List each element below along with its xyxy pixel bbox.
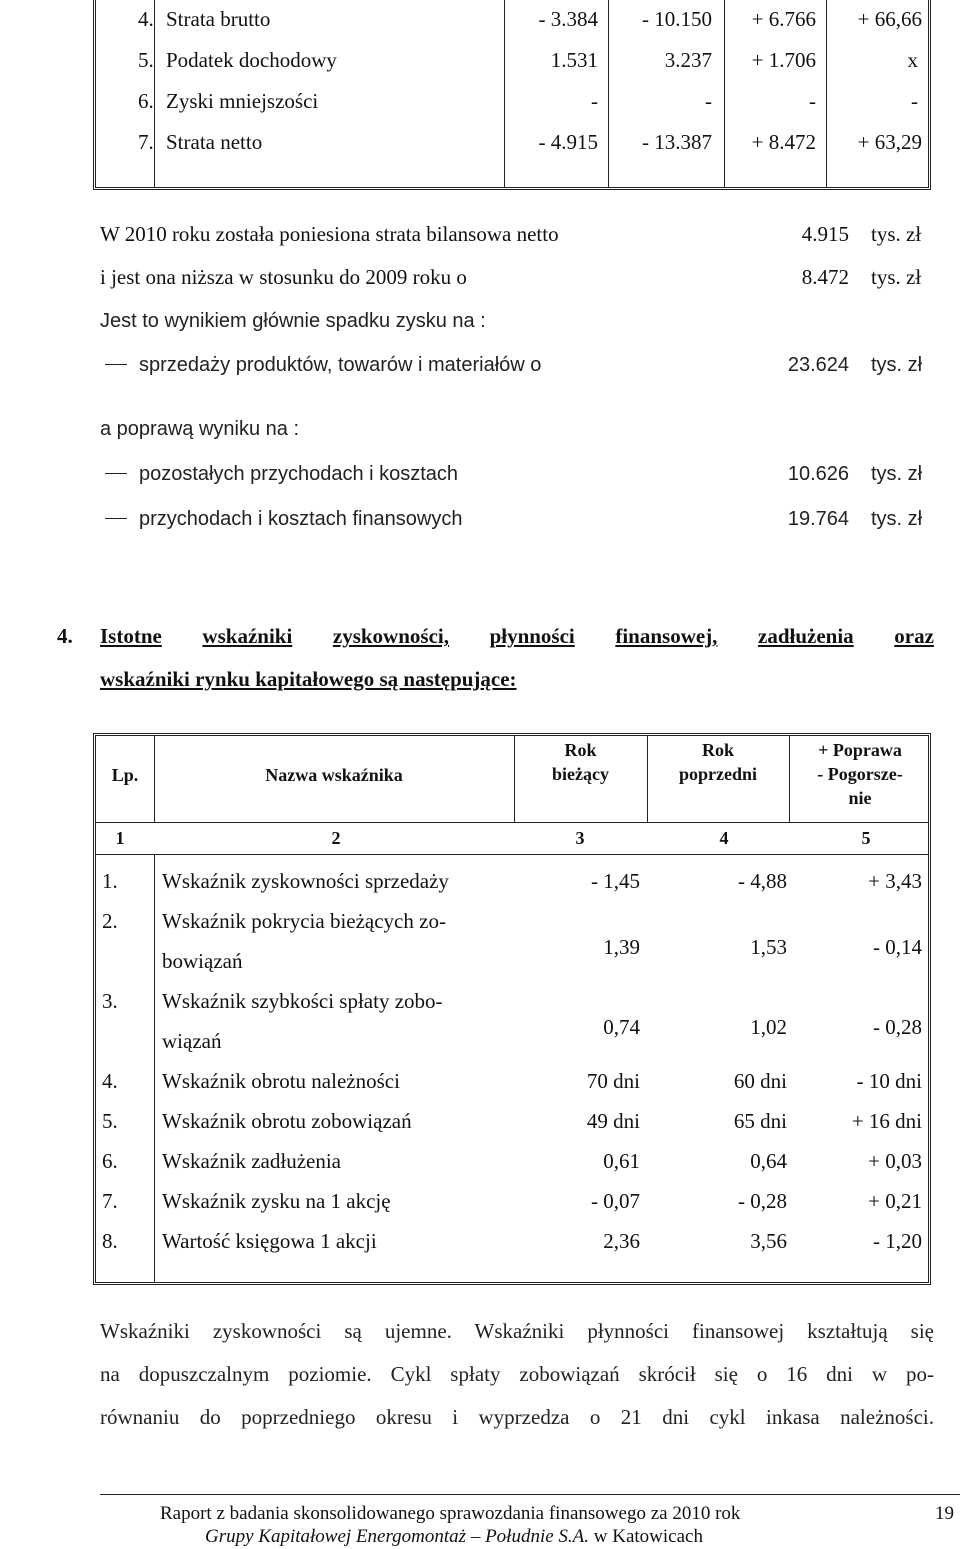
summary-value: 23.624 [787,354,849,376]
value-current: 0,61 [603,1149,640,1173]
indicator-name: Wskaźnik zyskowności sprzedaży [162,869,449,893]
heading-word: oraz [894,624,934,648]
heading-word: finansowej, [615,624,718,648]
summary-line: a poprawą wyniku na : [100,418,300,440]
value-change: - [809,89,816,113]
header-current [514,738,647,786]
section-heading [100,624,934,692]
col-divider [154,854,155,1282]
header-previous [647,738,789,786]
indicator-name: Wartość księgowa 1 akcji [162,1229,377,1253]
summary-unit: tys. zł [871,265,922,289]
indicator-name: Wskaźnik obrotu należności [162,1069,400,1093]
summary-value: 19.764 [787,508,849,530]
footer-company [205,1526,703,1548]
value-change: - 0,14 [873,935,922,959]
value-previous: 1,53 [750,935,787,959]
indicator-name: Wskaźnik obrotu zobowiązań [162,1109,412,1133]
row-number: 7. [138,130,154,154]
indicator-name: Wskaźnik pokrycia bieżących zo- [162,909,446,933]
table-row [96,4,928,32]
heading-word: płynności [489,624,575,648]
value-current: - 0,07 [591,1189,640,1213]
row-number: 7. [102,1189,118,1213]
header-previous-line: Rok [701,740,734,760]
footer-report-title: Raport z badania skonsolidowanego sprawozdania finansowego za 2010 rok [160,1503,741,1524]
value-current: 2,36 [603,1229,640,1253]
indicators-table [93,733,931,1285]
summary-item-text: pozostałych przychodach i kosztach [139,463,459,485]
value-percent: - [911,89,918,113]
footer-rule [100,1494,960,1495]
summary-line: i jest ona niższa w stosunku do 2009 roku o [100,265,467,289]
value-current: 1.531 [550,48,598,72]
row-label: Strata brutto [166,7,271,31]
value-current: 1,39 [603,935,640,959]
value-current: - 4.915 [538,130,598,154]
summary-unit: tys. zł [871,463,923,485]
heading-word: Istotne [100,624,162,648]
row-label: Strata netto [166,130,263,154]
value-current: - 3.384 [538,7,598,31]
value-previous: 60 dni [733,1069,787,1093]
row-number: 4. [138,7,154,31]
value-percent: + 63,29 [857,130,922,154]
value-change: + 16 dni [851,1109,922,1133]
header-change-line: nie [848,788,872,808]
header-current-line: bieżący [552,764,609,784]
value-change: + 0,03 [868,1149,922,1173]
summary-item-text: przychodach i kosztach finansowych [139,508,463,530]
row-number: 1. [102,869,118,893]
paragraph-line: na dopuszczalnym poziomie. Cykl spłaty zobowiązań skrócił się o 16 dni w po- [100,1362,934,1386]
value-current: 70 dni [586,1069,640,1093]
summary-item-text: sprzedaży produktów, towarów i materiałów o [139,354,542,376]
heading-word: zyskowności, [332,624,449,648]
page-number: 19 [935,1503,954,1524]
value-previous: 1,02 [750,1015,787,1039]
value-change: + 0,21 [868,1189,922,1213]
col-number: 1 [115,828,125,848]
row-number: 5. [102,1109,118,1133]
value-change: + 1.706 [751,48,816,72]
value-change: + 8.472 [751,130,816,154]
value-current: 0,74 [603,1015,640,1039]
header-name: Nazwa wskaźnika [265,765,403,785]
footer-company-city: w Katowicach [593,1526,703,1547]
section-heading-line1 [100,624,934,649]
value-previous: - [705,89,712,113]
footer-company-name: Grupy Kapitałowej Energomontaż – Południe S.A. [205,1526,590,1547]
value-previous: 3,56 [750,1229,787,1253]
row-label: Zyski mniejszości [166,89,319,113]
row-divider [96,822,928,823]
value-previous: - 13.387 [642,130,712,154]
value-previous: - 0,28 [738,1189,787,1213]
value-change: - 0,28 [873,1015,922,1039]
value-previous: - 10.150 [642,7,712,31]
heading-word: zadłużenia [758,624,854,648]
section-heading-line2: wskaźniki rynku kapitałowego są następujące: [100,667,517,691]
value-current: - 1,45 [591,869,640,893]
col-number: 5 [861,828,871,848]
value-current: 49 dni [586,1109,640,1133]
table-row [96,86,928,114]
row-number: 5. [138,48,154,72]
value-change: + 3,43 [868,869,922,893]
value-previous: - 4,88 [738,869,787,893]
value-previous: 65 dni [733,1109,787,1133]
col-number: 3 [575,828,585,848]
header-current-line: Rok [564,740,597,760]
row-number: 3. [102,989,118,1013]
col-number: 4 [719,828,729,848]
summary-value: 10.626 [787,463,849,485]
summary-unit: tys. zł [871,508,923,530]
header-lp: Lp. [111,765,139,785]
heading-word: wskaźniki [202,624,293,648]
summary-value: 4.915 [801,222,849,246]
value-current: - [591,89,598,113]
value-change: - 10 dni [856,1069,922,1093]
dash-bullet [105,364,127,365]
value-change: + 6.766 [751,7,816,31]
summary-line: Jest to wynikiem głównie spadku zysku na : [100,310,486,332]
summary-item [105,463,458,486]
summary-item [105,508,463,531]
value-previous: 0,64 [750,1149,787,1173]
row-number: 4. [102,1069,118,1093]
dash-bullet [105,518,127,519]
table-row [96,127,928,155]
summary-item [105,354,541,377]
col-number: 2 [331,828,341,848]
value-previous: 3.237 [664,48,712,72]
row-number: 8. [102,1229,118,1253]
indicator-name: Wskaźnik zysku na 1 akcję [162,1189,391,1213]
summary-unit: tys. zł [871,354,923,376]
indicator-name: Wskaźnik szybkości spłaty zobo- [162,989,443,1013]
indicator-name-cont: wiązań [162,1029,222,1053]
summary-unit: tys. zł [871,222,922,246]
row-label: Podatek dochodowy [166,48,337,72]
row-divider [96,854,928,855]
paragraph-line: Wskaźniki zyskowności są ujemne. Wskaźniki płynności finansowej kształtują się [100,1319,934,1343]
header-change [789,738,931,810]
value-change: - 1,20 [873,1229,922,1253]
table-row [96,45,928,73]
row-number: 6. [138,89,154,113]
indicator-name-cont: bowiązań [162,949,243,973]
header-change-line: + Poprawa [818,740,902,760]
value-percent: + 66,66 [857,7,922,31]
dash-bullet [105,473,127,474]
summary-line: W 2010 roku została poniesiona strata bilansowa netto [100,222,559,246]
indicator-name: Wskaźnik zadłużenia [162,1149,341,1173]
conclusion-paragraph [100,1310,934,1439]
section-number: 4. [57,624,73,648]
row-number: 2. [102,909,118,933]
header-previous-line: poprzedni [678,764,757,784]
row-number: 6. [102,1149,118,1173]
financial-results-table [93,0,931,190]
paragraph-line: równaniu do poprzedniego okresu i wyprzedza o 21 dni cykl inkasa należności. [100,1405,934,1429]
summary-value: 8.472 [801,265,849,289]
header-change-line: - Pogorsze- [817,764,903,784]
value-percent: x [907,48,918,72]
